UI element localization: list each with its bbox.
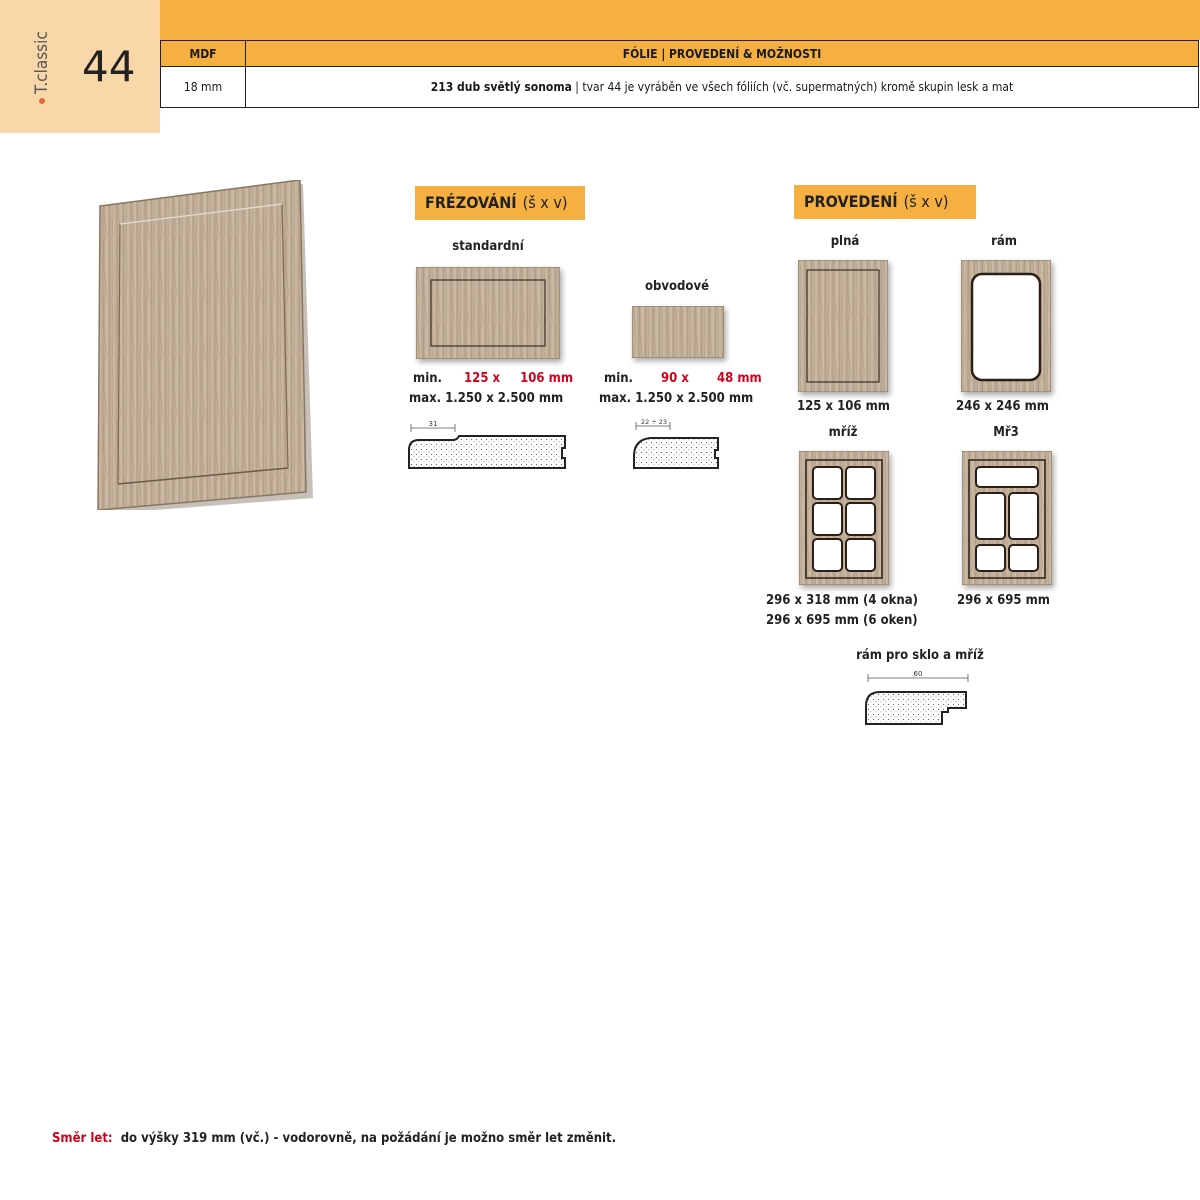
col-mdf: MDF (161, 41, 246, 67)
design-title-sub: (š x v) (903, 192, 949, 211)
design-frame-size: 246 x 246 mm (956, 399, 1049, 414)
cell-decor (246, 67, 1199, 108)
milling-title: FRÉZOVÁNÍ (425, 193, 517, 212)
milling-section-title (415, 186, 585, 220)
door-preview-image (96, 180, 314, 510)
model-number: 44 (82, 42, 136, 91)
brand-label (4, 26, 52, 106)
cell-thickness: 18 mm (161, 67, 246, 108)
milling-edge-max: max. 1.250 x 2.500 mm (599, 391, 754, 406)
min-height: 106 mm (520, 371, 574, 386)
design-solid-label: plná (830, 234, 860, 249)
decor-name: 213 dub světlý sonoma (430, 80, 572, 94)
profile-dim-60: 60 (913, 670, 923, 678)
spec-table (160, 40, 1199, 108)
min-label: min. (604, 371, 633, 386)
milling-edge-min (604, 371, 762, 386)
note-label: Směr let: (52, 1131, 113, 1146)
brand-text: T.classic (32, 31, 52, 94)
milling-standard-profile (405, 418, 570, 477)
note-text: do výšky 319 mm (vč.) - vodorovně, na požádání je možno směr let změnit. (120, 1131, 617, 1146)
decor-note: | tvar 44 je vyráběn ve všech fóliích (vč. supermatných) kromě skupin lesk a mat (571, 80, 1014, 94)
design-grid-size-1: 296 x 318 mm (4 okna) (766, 593, 918, 608)
milling-edge-label: obvodové (644, 279, 710, 294)
frame-profile-label: rám pro sklo a mříž (856, 648, 984, 663)
spec-table-row (161, 67, 1199, 108)
design-section-title (794, 185, 976, 219)
milling-title-sub: (š x v) (522, 193, 568, 212)
min-width: 125 x (464, 371, 501, 386)
milling-edge-sample (632, 306, 724, 362)
design-grid-sample (799, 451, 889, 589)
header-band (0, 0, 1200, 40)
milling-standard-label: standardní (452, 239, 524, 254)
design-frame-sample (961, 260, 1051, 396)
design-frame-label: rám (991, 234, 1017, 249)
brand-logo-icon (39, 98, 45, 104)
milling-edge-profile (630, 416, 725, 478)
design-grid3-sample (962, 451, 1052, 589)
design-grid-label: mříž (828, 425, 858, 440)
profile-dim-22-23: 22 ÷ 23 (640, 418, 668, 426)
min-height: 48 mm (717, 371, 762, 386)
spec-table-header (161, 41, 1199, 67)
milling-standard-min (413, 371, 573, 386)
grain-direction-note (52, 1131, 616, 1146)
milling-standard-sample (416, 267, 560, 363)
design-grid-size-2: 296 x 695 mm (6 oken) (766, 613, 918, 628)
design-grid3-size: 296 x 695 mm (957, 593, 1050, 608)
model-number-box (0, 0, 160, 133)
design-grid3-label: Mř3 (993, 425, 1019, 440)
col-foil: FÓLIE | PROVEDENÍ & MOŽNOSTI (246, 41, 1199, 67)
min-label: min. (413, 371, 442, 386)
min-width: 90 x (661, 371, 689, 386)
milling-standard-max: max. 1.250 x 2.500 mm (409, 391, 564, 406)
frame-profile-drawing (862, 668, 977, 734)
design-solid-size: 125 x 106 mm (797, 399, 890, 414)
design-title: PROVEDENÍ (804, 192, 898, 211)
design-solid-sample (798, 260, 888, 396)
profile-dim-31: 31 (428, 420, 438, 428)
